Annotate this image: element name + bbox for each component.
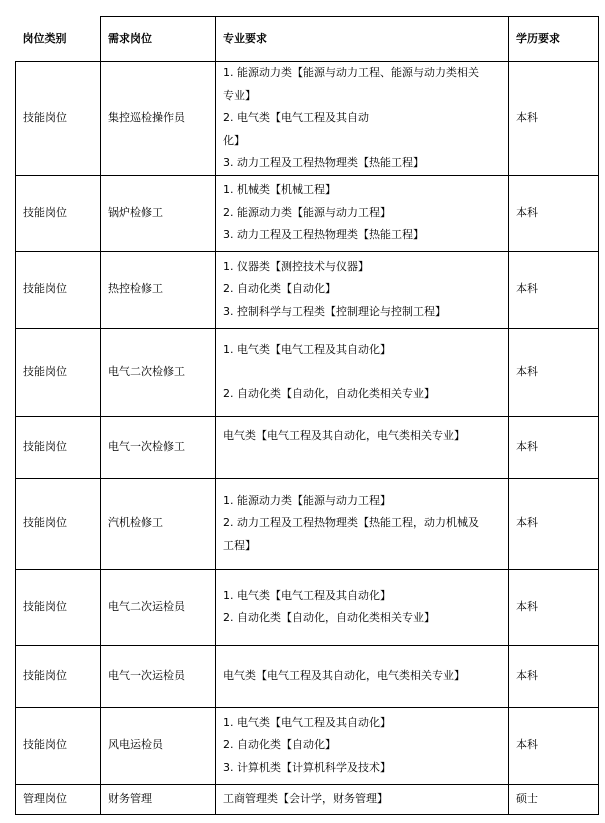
degree-cell: 本科 (509, 569, 599, 645)
category-cell: 技能岗位 (16, 62, 101, 176)
degree-cell: 本科 (509, 62, 599, 176)
major-line: 3. 动力工程及工程热物理类【热能工程】 (223, 228, 424, 242)
line-gap (223, 447, 508, 469)
table-row (16, 707, 599, 784)
major-line: 2. 自动化类【自动化，自动化类相关专业】 (223, 611, 435, 624)
major-line: 工程】 (223, 538, 256, 552)
position-cell: 汽机检修工 (101, 478, 216, 569)
table-row (16, 645, 599, 707)
major-cell (216, 784, 509, 814)
position-cell: 风电运检员 (101, 707, 216, 784)
major-cell (216, 251, 509, 328)
category-cell: 技能岗位 (16, 569, 101, 645)
major-line: 电气类【电气工程及其自动化，电气类相关专业】 (223, 668, 465, 682)
major-cell (216, 328, 509, 416)
major-line: 专业】 (223, 88, 256, 102)
major-cell (216, 707, 509, 784)
major-line: 3. 控制科学与工程类【控制理论与控制工程】 (223, 304, 446, 318)
position-cell: 集控巡检操作员 (101, 62, 216, 176)
major-cell (216, 175, 509, 251)
degree-cell: 本科 (509, 416, 599, 478)
major-line: 电气类【电气工程及其自动化，电气类相关专业】 (223, 428, 465, 442)
header-position: 需求岗位 (101, 17, 216, 62)
category-cell: 技能岗位 (16, 328, 101, 416)
major-cell (216, 62, 509, 176)
recruitment-table (15, 16, 599, 815)
degree-cell: 本科 (509, 328, 599, 416)
major-line: 1. 电气类【电气工程及其自动化】 (223, 342, 391, 356)
table-row (16, 62, 599, 176)
table-row (16, 784, 599, 814)
table-row (16, 478, 599, 569)
category-cell: 技能岗位 (16, 416, 101, 478)
position-cell: 热控检修工 (101, 251, 216, 328)
major-line: 1. 电气类【电气工程及其自动化】 (223, 588, 391, 602)
major-line: 1. 能源动力类【能源与动力工程】 (223, 493, 391, 507)
major-line: 工商管理类【会计学，财务管理】 (223, 791, 388, 805)
major-line: 1. 能源动力类【能源与动力工程、能源与动力类相关 (223, 66, 479, 79)
table-row (16, 569, 599, 645)
position-cell: 电气一次检修工 (101, 416, 216, 478)
major-cell (216, 569, 509, 645)
degree-cell: 本科 (509, 645, 599, 707)
line-gap (223, 361, 508, 383)
position-cell: 财务管理 (101, 784, 216, 814)
major-line: 2. 自动化类【自动化，自动化类相关专业】 (223, 387, 435, 400)
major-cell (216, 645, 509, 707)
major-cell (216, 416, 509, 478)
major-line: 2. 电气类【电气工程及其自动 (223, 111, 369, 124)
major-cell (216, 478, 509, 569)
category-cell: 技能岗位 (16, 478, 101, 569)
major-line: 化】 (223, 133, 245, 147)
position-cell: 电气二次检修工 (101, 328, 216, 416)
table-row (16, 416, 599, 478)
degree-cell: 本科 (509, 707, 599, 784)
header-category: 岗位类别 (16, 17, 101, 62)
position-cell: 电气二次运检员 (101, 569, 216, 645)
major-line: 3. 计算机类【计算机科学及技术】 (223, 760, 391, 774)
category-cell: 技能岗位 (16, 251, 101, 328)
category-cell: 技能岗位 (16, 707, 101, 784)
header-degree: 学历要求 (509, 17, 599, 62)
header-major: 专业要求 (216, 17, 509, 62)
degree-cell: 本科 (509, 251, 599, 328)
major-line: 1. 电气类【电气工程及其自动化】 (223, 715, 391, 729)
major-line: 2. 能源动力类【能源与动力工程】 (223, 205, 391, 219)
degree-cell: 本科 (509, 478, 599, 569)
category-cell: 管理岗位 (16, 784, 101, 814)
degree-cell: 硕士 (509, 784, 599, 814)
category-cell: 技能岗位 (16, 175, 101, 251)
table-header-row (16, 17, 599, 62)
degree-cell: 本科 (509, 175, 599, 251)
table-row (16, 251, 599, 328)
position-cell: 锅炉检修工 (101, 175, 216, 251)
major-line: 1. 机械类【机械工程】 (223, 183, 336, 197)
major-line: 2. 动力工程及工程热物理类【热能工程，动力机械及 (223, 516, 479, 530)
table-row (16, 328, 599, 416)
category-cell: 技能岗位 (16, 645, 101, 707)
position-cell: 电气一次运检员 (101, 645, 216, 707)
major-line: 2. 自动化类【自动化】 (223, 282, 336, 296)
major-line: 3. 动力工程及工程热物理类【热能工程】 (223, 156, 424, 169)
table-row (16, 175, 599, 251)
major-line: 2. 自动化类【自动化】 (223, 738, 336, 752)
major-line: 1. 仪器类【测控技术与仪器】 (223, 259, 369, 273)
